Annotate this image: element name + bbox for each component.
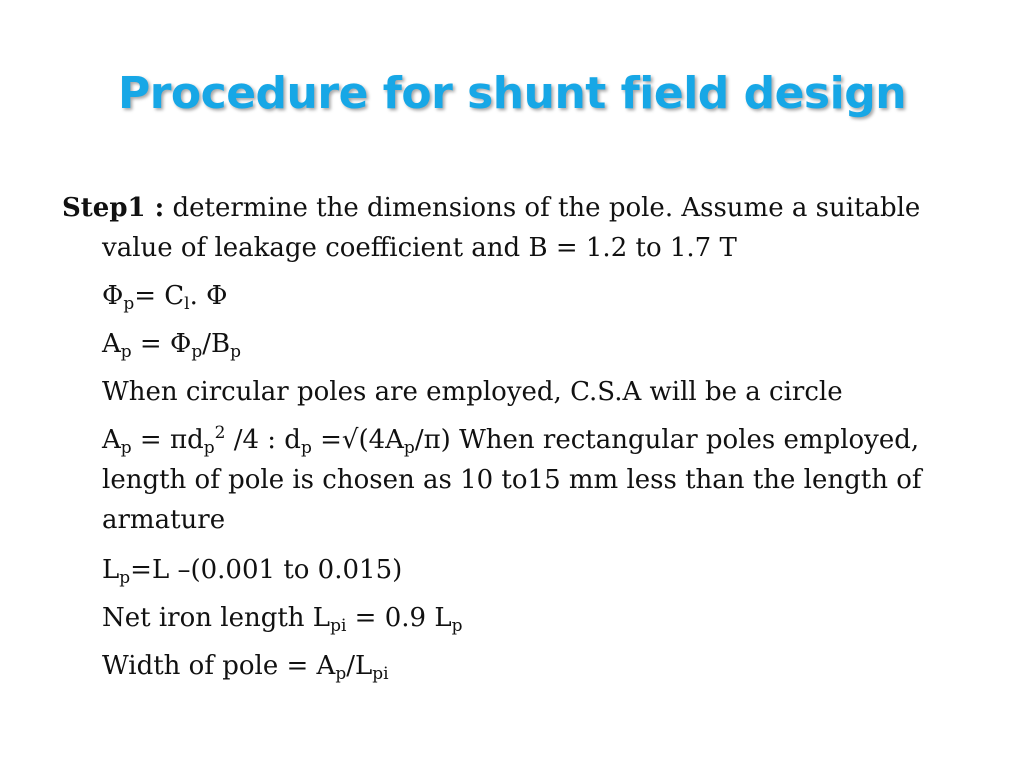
length-symbol: L [102, 555, 120, 585]
subscript-pi: pi [372, 664, 389, 684]
subscript-p: p [120, 342, 132, 362]
equation-pole-length [62, 550, 972, 590]
step1-paragraph [62, 188, 972, 268]
circular-poles-text: When circular poles are employed, C.S.A will be a circle [102, 377, 843, 407]
area-symbol: A [102, 425, 121, 455]
width-prefix: Width of pole = A [102, 651, 336, 681]
slash-l: /L [346, 651, 373, 681]
step1-label: Step1 : [62, 193, 165, 223]
equation-pole-flux [62, 276, 972, 316]
superscript-2: 2 [214, 423, 226, 443]
subscript-p: p [123, 294, 135, 314]
slide-body [62, 188, 972, 686]
step1-text: determine the dimensions of the pole. Assume a suitable value of leakage coefficient and B = 1.2 to 1.7 T [102, 193, 921, 263]
subscript-p: p [300, 438, 312, 458]
subscript-p: p [403, 438, 415, 458]
equation-net-iron-length [62, 598, 972, 638]
subscript-p: p [451, 616, 463, 636]
phi-symbol: Φ [102, 281, 124, 311]
subscript-p: p [119, 568, 131, 588]
subscript-pi: pi [330, 616, 347, 636]
subscript-l: l [184, 294, 190, 314]
eq1-mid: = C [134, 281, 185, 311]
eq2-slash-b: /B [202, 329, 231, 359]
equation-pole-width [62, 646, 972, 686]
net-iron-mid: = 0.9 L [346, 603, 452, 633]
eq3-b: /4 : d [225, 425, 301, 455]
subscript-p: p [191, 342, 203, 362]
subscript-p: p [120, 438, 132, 458]
subscript-p: p [230, 342, 241, 362]
eq3-a: = πd [131, 425, 204, 455]
eq2-mid: = Φ [131, 329, 192, 359]
subscript-p: p [335, 664, 347, 684]
area-symbol: A [102, 329, 121, 359]
slide-title: Procedure for shunt field design [117, 68, 907, 119]
net-iron-prefix: Net iron length L [102, 603, 331, 633]
equation-pole-area [62, 324, 972, 364]
equation-circular-area [62, 420, 972, 540]
eq1-end: . Φ [189, 281, 228, 311]
eq3-c: =√(4A [311, 425, 404, 455]
eq4-rest: =L –(0.001 to 0.015) [130, 555, 403, 585]
eq3-d: /π) When rectangular poles employed, length of pole is chosen as 10 to15 mm less than the length of armature [102, 425, 922, 535]
subscript-p: p [203, 438, 215, 458]
